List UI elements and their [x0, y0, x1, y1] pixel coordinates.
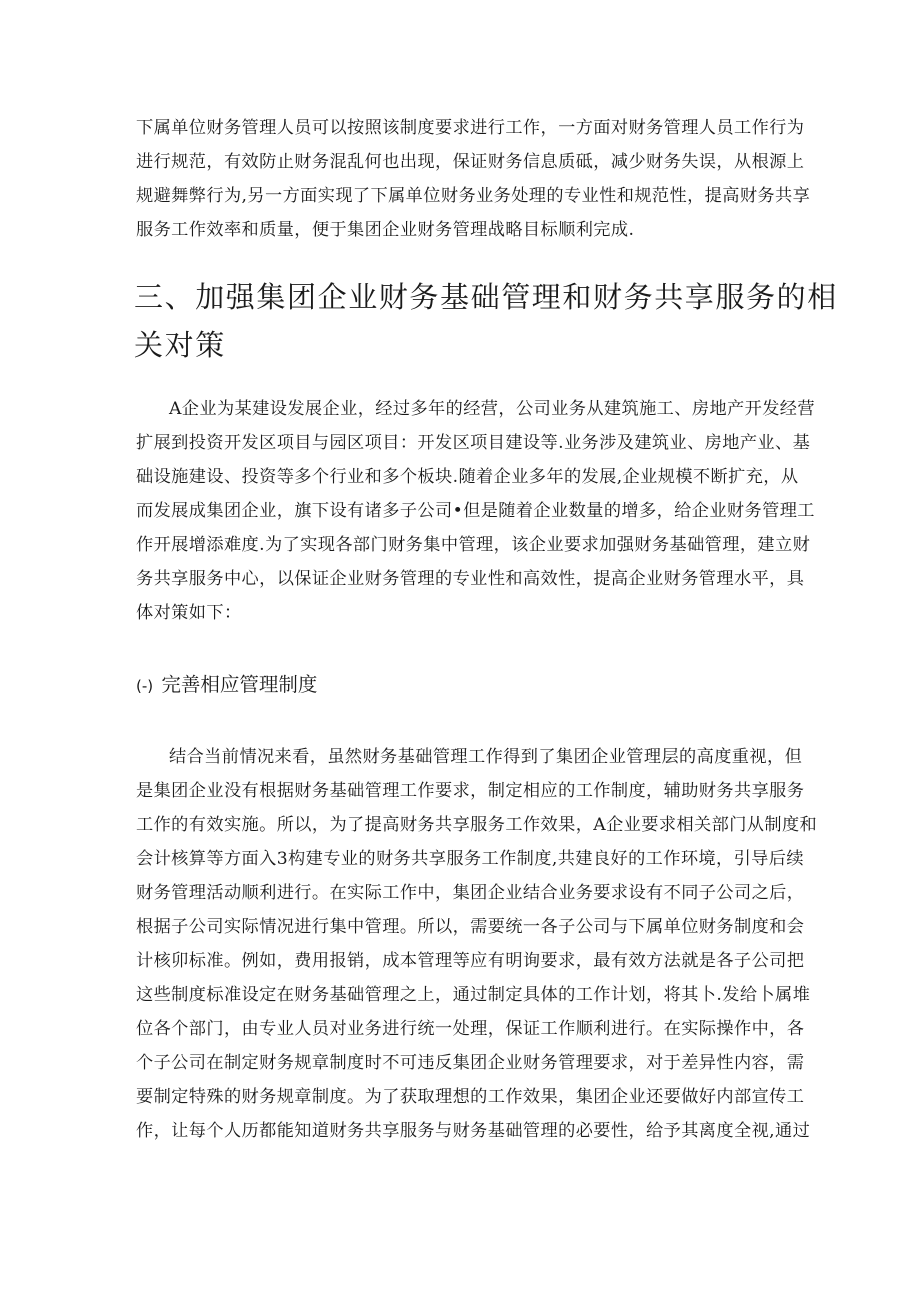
heading-line: 关对策	[134, 328, 226, 362]
text-line: 个子公司在制定财务规章制度时不可违反集团企业财务管理要求，对于差异性内容，需	[136, 1053, 805, 1073]
text-line: 下属单位财务管理人员可以按照该制度要求进行工作，一方面对财务管理人员工作行为	[136, 118, 805, 138]
text-line: 计核卯标准。例如，费用报销，成本管理等应有明询要求，最有效方法就是各子公司把	[136, 951, 805, 971]
text-line: 础设施建设、投资等多个行业和多个板块.随着企业多年的发展,企业规模不断扩充，从	[136, 467, 799, 487]
text-line: 财务管理活动顺利进行。在实际工作中，集团企业结合业务要求设有不同子公司之后，	[136, 883, 805, 903]
text-line: 体对策如下：	[136, 603, 242, 623]
text-line: 结合当前情况来看，虽然财务基础管理工作得到了集团企业管理层的高度重视，但	[169, 747, 803, 767]
text-line: 作，让每个人历都能知道财务共享服务与财务基础管理的必要性，给予其离度全视,通过	[136, 1121, 811, 1141]
text-line: 位各个部门，由专业人员对业务进行统一处理，保证工作顺利进行。在实际操作中，各	[136, 1019, 805, 1039]
text-line: 规避舞弊行为,另一方面实现了下属单位财务业务处理的专业性和规范性，提高财务共享	[136, 186, 811, 206]
subsection-title: 完善相应管理制度	[161, 673, 318, 696]
text-line: 工作的有效实施。所以，为了提高财务共享服务工作效果，A企业要求相关部门从制度和	[136, 815, 818, 835]
text-line: A企业为某建设发展企业，经过多年的经营，公司业务从建筑施工、房地产开发经营	[169, 399, 815, 419]
text-line: 扩展到投资开发区项目与园区项目：开发区项目建设等.业务涉及建筑业、房地产业、基	[136, 433, 811, 453]
text-line: 进行规范，有效防止财务混乱何也出现，保证财务信息质砥，减少财务失误，从根源上	[136, 152, 805, 172]
heading-line: 三、加强集团企业财务基础管理和财务共享服务的相	[134, 280, 838, 314]
text-line: 务共享服务中心，以保证企业财务管理的专业性和高效性，提高企业财务管理水平，具	[136, 569, 805, 589]
text-line: 这些制度标准设定在财务基础管理之上，通过制定具体的工作计划，将其卜.发给卜属堆	[136, 985, 811, 1005]
subsection-number: (-)	[136, 677, 154, 695]
text-line: 是集团企业没有根据财务基础管理工作要求，制定相应的工作制度，辅助财务共享服务	[136, 781, 805, 801]
text-line: 服务工作效率和质量，便于集团企业财务管理战略目标顺利完成.	[136, 220, 635, 240]
text-line: 会计核算等方面入3构建专业的财务共享服务工作制度,共建良好的工作环境，引导后续	[136, 849, 804, 869]
text-line: 而发展成集团企业，旗下设有诸多子公司•但是随着企业数量的增多，给企业财务管理工	[136, 501, 815, 521]
subsection-heading	[136, 672, 317, 699]
text-line: 要制定特殊的财务规章制度。为了获取理想的工作效果，集团企业还要做好内部宣传工	[136, 1087, 805, 1107]
text-line: 根据子公司实际情况进行集中管理。所以，需要统一各子公司与下属单位财务制度和会	[136, 917, 805, 937]
text-line: 作开展增添难度.为了实现各部门财务集中管理，该企业要求加强财务基础管理，建立财	[136, 535, 811, 555]
